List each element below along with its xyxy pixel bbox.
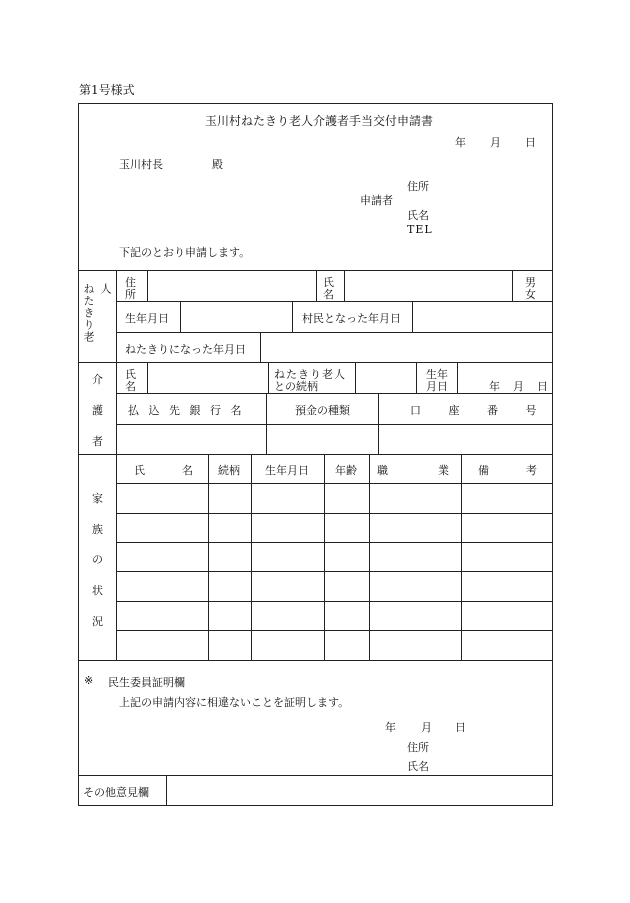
request-text: 下記のとおり申請します。 — [119, 246, 251, 259]
bedridden-name-label-2: 名 — [323, 288, 334, 301]
form-number: 第1号様式 — [79, 83, 135, 97]
family-header-remarks-2: 考 — [526, 464, 537, 477]
bedridden-sex-male: 男 — [525, 276, 536, 289]
applicant-name-label: 氏名 — [407, 209, 429, 222]
certification-year: 年 — [385, 721, 396, 734]
caregiver-birth-day: 日 — [537, 380, 548, 393]
date-day: 日 — [525, 136, 536, 149]
bedridden-address-label-2: 所 — [125, 288, 136, 301]
form-title: 玉川村ねたきり老人介護者手当交付申請書 — [205, 114, 434, 128]
caregiver-relation-label-2: との続柄 — [274, 380, 318, 393]
bedridden-date-label: ねたきりになった年月日 — [125, 343, 246, 356]
certification-address-label: 住所 — [407, 741, 429, 754]
residence-date-label: 村民となった年月日 — [302, 312, 401, 325]
family-section-char-1: 家 — [92, 492, 103, 505]
applicant-label: 申請者 — [360, 194, 393, 207]
bedridden-address-label-1: 住 — [125, 276, 136, 289]
family-header-occupation-2: 業 — [438, 464, 449, 477]
bank-name-label: 払 込 先 銀 行 名 — [128, 404, 245, 417]
certification-title: 民生委員証明欄 — [108, 676, 185, 689]
date-month: 月 — [490, 136, 501, 149]
family-section-char-3: の — [92, 553, 103, 566]
applicant-tel-label: TEL — [407, 223, 433, 236]
caregiver-birth-label-1: 生年 — [426, 368, 448, 381]
caregiver-birth-label-2: 月日 — [426, 380, 448, 393]
deposit-type-label: 預金の種類 — [295, 404, 350, 417]
family-header-name-1: 氏 — [134, 464, 145, 477]
caregiver-section-char-2: 護 — [92, 404, 103, 417]
form-border-bottom — [78, 805, 553, 806]
other-opinion-label: その他意見欄 — [83, 786, 149, 799]
family-header-name-2: 名 — [182, 464, 193, 477]
bedridden-section-label-2: ねたきり老 — [82, 283, 95, 343]
addressee-honorific: 殿 — [212, 158, 223, 171]
family-header-remarks-1: 備 — [478, 464, 489, 477]
caregiver-name-label-2: 名 — [125, 380, 136, 393]
bedridden-sex-female: 女 — [525, 288, 536, 301]
certification-name-label: 氏名 — [407, 760, 429, 773]
family-header-relation: 続柄 — [218, 464, 240, 477]
caregiver-section-char-3: 者 — [92, 435, 103, 448]
family-section-char-2: 族 — [92, 523, 103, 536]
family-header-birthdate: 生年月日 — [265, 464, 309, 477]
addressee-name: 玉川村長 — [119, 158, 163, 171]
bedridden-section-label-1: 人 — [99, 283, 112, 295]
family-section-char-5: 況 — [92, 615, 103, 628]
date-year: 年 — [455, 136, 466, 149]
certification-mark: ※ — [84, 674, 94, 687]
caregiver-name-label-1: 氏 — [125, 368, 136, 381]
form-border-top — [78, 103, 553, 104]
bedridden-birthdate-label: 生年月日 — [125, 312, 169, 325]
bedridden-name-label-1: 氏 — [323, 276, 334, 289]
certification-day: 日 — [455, 721, 466, 734]
family-section-char-4: 状 — [92, 584, 103, 597]
caregiver-relation-label-1: ねたきり老人 — [274, 368, 346, 381]
certification-month: 月 — [421, 721, 432, 734]
account-number-label: 口 座 番 号 — [410, 404, 549, 417]
certification-text: 上記の申請内容に相違ないことを証明します。 — [119, 696, 350, 709]
applicant-address-label: 住所 — [407, 180, 429, 193]
family-header-occupation-1: 職 — [377, 464, 388, 477]
caregiver-birth-month: 月 — [513, 380, 524, 393]
caregiver-birth-year: 年 — [489, 380, 500, 393]
family-header-age: 年齢 — [335, 464, 357, 477]
caregiver-section-char-1: 介 — [92, 373, 103, 386]
